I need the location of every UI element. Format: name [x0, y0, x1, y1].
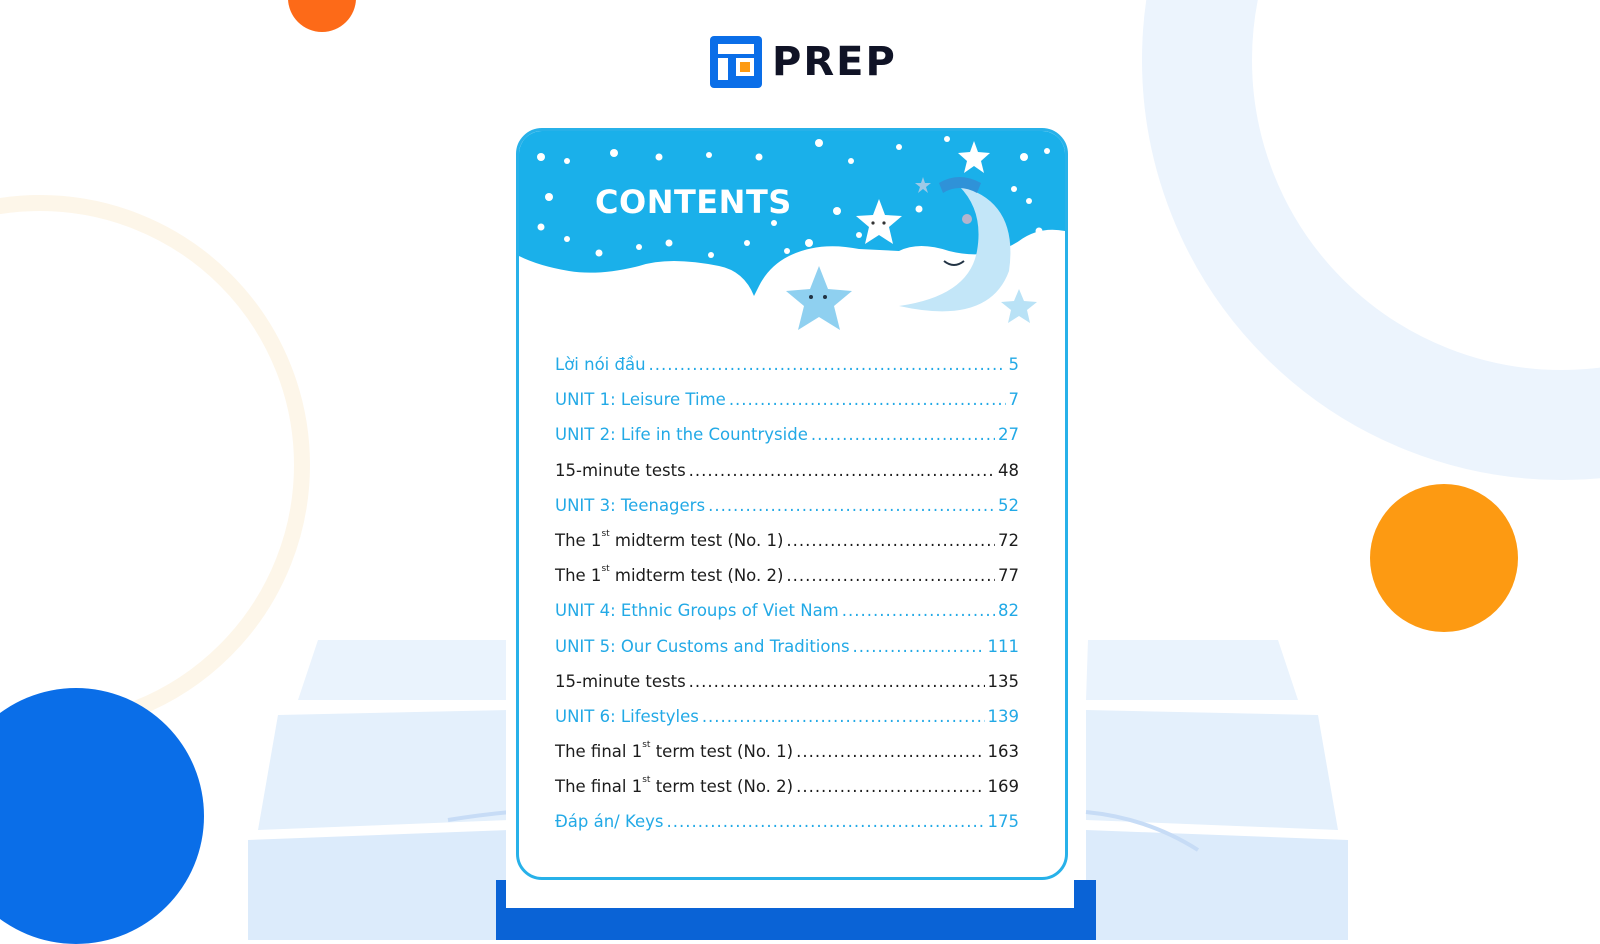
toc-entry[interactable] [555, 742, 1019, 777]
brand-name: PREP [772, 39, 897, 85]
toc-leader-dots [689, 461, 995, 480]
toc-leader-dots [702, 707, 985, 726]
background-ring-blue [1142, 0, 1600, 480]
toc-title-part: midterm test (No. 2) [609, 566, 784, 586]
toc-leader-dots [786, 531, 995, 550]
toc-leader-dots [811, 425, 995, 444]
toc-entry-page: 48 [998, 460, 1019, 480]
toc-leader-dots [649, 355, 1006, 374]
toc-leader-dots [729, 390, 1006, 409]
toc-title-part: The final 1 [555, 777, 643, 797]
toc-leader-dots [842, 601, 995, 620]
toc-entry-page: 7 [1008, 390, 1019, 410]
toc-entry-title: 15-minute tests [555, 460, 686, 480]
toc-entry[interactable] [555, 425, 1019, 460]
night-sky-header [519, 131, 1065, 351]
toc-entry-title [555, 777, 793, 796]
toc-entry-title: UNIT 2: Life in the Countryside [555, 425, 808, 445]
toc-entry[interactable] [555, 566, 1019, 601]
toc-entry-title: UNIT 3: Teenagers [555, 495, 706, 515]
toc-entry-title [555, 566, 783, 585]
prep-logo[interactable] [710, 36, 897, 88]
toc-entry[interactable] [555, 672, 1019, 707]
toc-leader-dots [796, 742, 984, 761]
toc-entry-page: 169 [987, 777, 1019, 797]
star-icon [1001, 289, 1037, 323]
toc-entry[interactable] [555, 461, 1019, 496]
star-icon [786, 266, 852, 330]
toc-entry-page: 27 [998, 425, 1019, 445]
toc-entry-page: 175 [987, 812, 1019, 832]
toc-entry-title [555, 742, 793, 761]
decor-circle-orange-top [288, 0, 356, 32]
toc-title-part: The final 1 [555, 742, 643, 762]
toc-entry[interactable] [555, 390, 1019, 425]
toc-entry-title: Lời nói đầu [555, 355, 646, 374]
toc-entry-page: 139 [987, 706, 1019, 726]
toc-entry-page: 111 [987, 636, 1019, 656]
toc-entry-page: 72 [998, 530, 1019, 550]
toc-leader-dots [689, 672, 985, 691]
toc-entry-title: Đáp án/ Keys [555, 812, 664, 832]
toc-entry-page: 82 [998, 601, 1019, 621]
toc-list [555, 355, 1019, 848]
decor-circle-orange-right [1370, 484, 1518, 632]
toc-entry-title: UNIT 5: Our Customs and Traditions [555, 636, 850, 656]
decor-circle-blue [0, 688, 204, 944]
toc-title-part: midterm test (No. 1) [609, 530, 784, 550]
toc-title-part: term test (No. 2) [650, 777, 794, 797]
background-ring-cream [0, 195, 310, 735]
toc-entry-title: 15-minute tests [555, 671, 686, 691]
toc-entry[interactable] [555, 528, 1019, 566]
toc-leader-dots [853, 637, 985, 656]
toc-entry[interactable] [555, 601, 1019, 636]
toc-leader-dots [796, 777, 984, 796]
toc-entry-title: UNIT 6: Lifestyles [555, 706, 699, 726]
ordinal-suffix: st [601, 564, 610, 575]
toc-leader-dots [708, 496, 995, 515]
toc-entry-title [555, 528, 784, 550]
toc-entry[interactable] [555, 812, 1019, 847]
toc-entry-page: 5 [1008, 355, 1019, 374]
toc-leader-dots [786, 566, 995, 585]
toc-entry-title: UNIT 4: Ethnic Groups of Viet Nam [555, 601, 839, 621]
toc-entry[interactable] [555, 777, 1019, 812]
ordinal-suffix: st [642, 740, 651, 751]
toc-entry-page: 52 [998, 495, 1019, 515]
table-of-contents-page [516, 128, 1068, 880]
toc-entry-page: 163 [987, 742, 1019, 762]
toc-entry[interactable] [555, 496, 1019, 531]
toc-entry-page: 77 [998, 566, 1019, 586]
toc-title-part: The 1 [555, 530, 602, 550]
toc-entry[interactable] [555, 637, 1019, 672]
toc-entry[interactable] [555, 355, 1019, 390]
contents-heading: CONTENTS [595, 183, 792, 221]
ordinal-suffix: st [642, 775, 651, 786]
toc-entry-page: 135 [987, 671, 1019, 691]
toc-leader-dots [667, 812, 985, 831]
toc-entry[interactable] [555, 707, 1019, 742]
ordinal-suffix: st [601, 528, 610, 539]
toc-title-part: The 1 [555, 566, 602, 586]
toc-entry-title: UNIT 1: Leisure Time [555, 390, 726, 410]
toc-title-part: term test (No. 1) [650, 742, 794, 762]
prep-logo-icon [710, 36, 762, 88]
